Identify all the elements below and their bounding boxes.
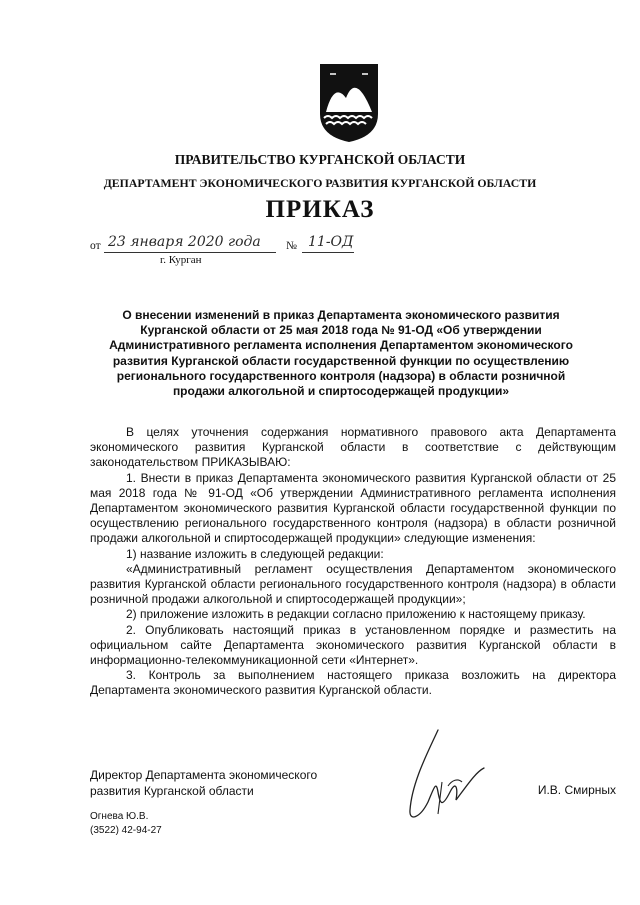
order-subject: О внесении изменений в приказ Департамента экономического развития Курганской области от 25 мая 2018 года № 91-ОД «Об утверждении Административного регламента исполнения Департаментом экономического развития Курганской области государственной функции по осуществлению регионального государственного контроля (надзора) в области розничной продажи алкогольной и спиртосодержащей продукции» (109, 308, 573, 399)
government-name: ПРАВИТЕЛЬСТВО КУРГАНСКОЙ ОБЛАСТИ (174, 152, 466, 167)
number-sign: № (286, 240, 297, 252)
body-intro: В целях уточнения содержания нормативного правового акта Департамента экономического развития Курганской области в соответствие с действующим законодательством ПРИКАЗЫВАЮ: (90, 425, 616, 470)
number-underline (302, 252, 354, 253)
date-prefix: от (90, 240, 101, 252)
signatory-position (90, 767, 317, 799)
signatory-position-line1: Директор Департамента экономического (90, 768, 318, 782)
body-item-1: 1. Внести в приказ Департамента экономического развития Курганской области от 25 мая 2018 года № 91-ОД «Об утверждении Административного регламента исполнения Департаментом экономического развития Курганской области государственной функции по осуществлению регионального государственного контроля (надзора) в области розничной продажи алкогольной и спиртосодержащей продукции» следующие изменения: (90, 470, 616, 546)
document-type-title: ПРИКАЗ (265, 196, 375, 223)
kurgan-coat-of-arms-icon (318, 62, 380, 144)
body-item-3: 3. Контроль за выполнением настоящего приказа возложить на директора Департамента экономического развития Курганской области. (90, 668, 616, 698)
body-item-1-1: 1) название изложить в следующей редакции: (126, 546, 384, 561)
order-body (90, 425, 616, 699)
body-item-2: 2. Опубликовать настоящий приказ в установленном порядке и разместить на официальном сайте Департамента экономического развития Курганской области в информационно-телекоммуникационной сети «Интернет». (90, 622, 616, 668)
handwritten-signature (398, 722, 498, 830)
date-handwritten: 23 января 2020 года (108, 234, 261, 250)
executor-phone: (3522) 42-94-27 (90, 824, 162, 836)
body-item-1-1-text: «Административный регламент осуществления Департаментом экономического развития Курганской области регионального государственного контроля (надзора) в области розничной продажи алкогольной и спиртосодержащей продукции»; (90, 561, 616, 607)
signatory-position-line2: развития Курганской области (90, 784, 254, 798)
number-handwritten: 11-ОД (308, 234, 354, 250)
city-label: г. Курган (160, 254, 202, 266)
signatory-name: И.В. Смирных (537, 783, 616, 797)
executor-info (90, 810, 162, 837)
department-name: ДЕПАРТАМЕНТ ЭКОНОМИЧЕСКОГО РАЗВИТИЯ КУРГАНСКОЙ ОБЛАСТИ (103, 176, 537, 190)
body-item-1-2: 2) приложение изложить в редакции согласно приложению к настоящему приказу. (126, 607, 586, 622)
executor-name: Огнева Ю.В. (90, 811, 149, 822)
date-underline (104, 252, 276, 253)
